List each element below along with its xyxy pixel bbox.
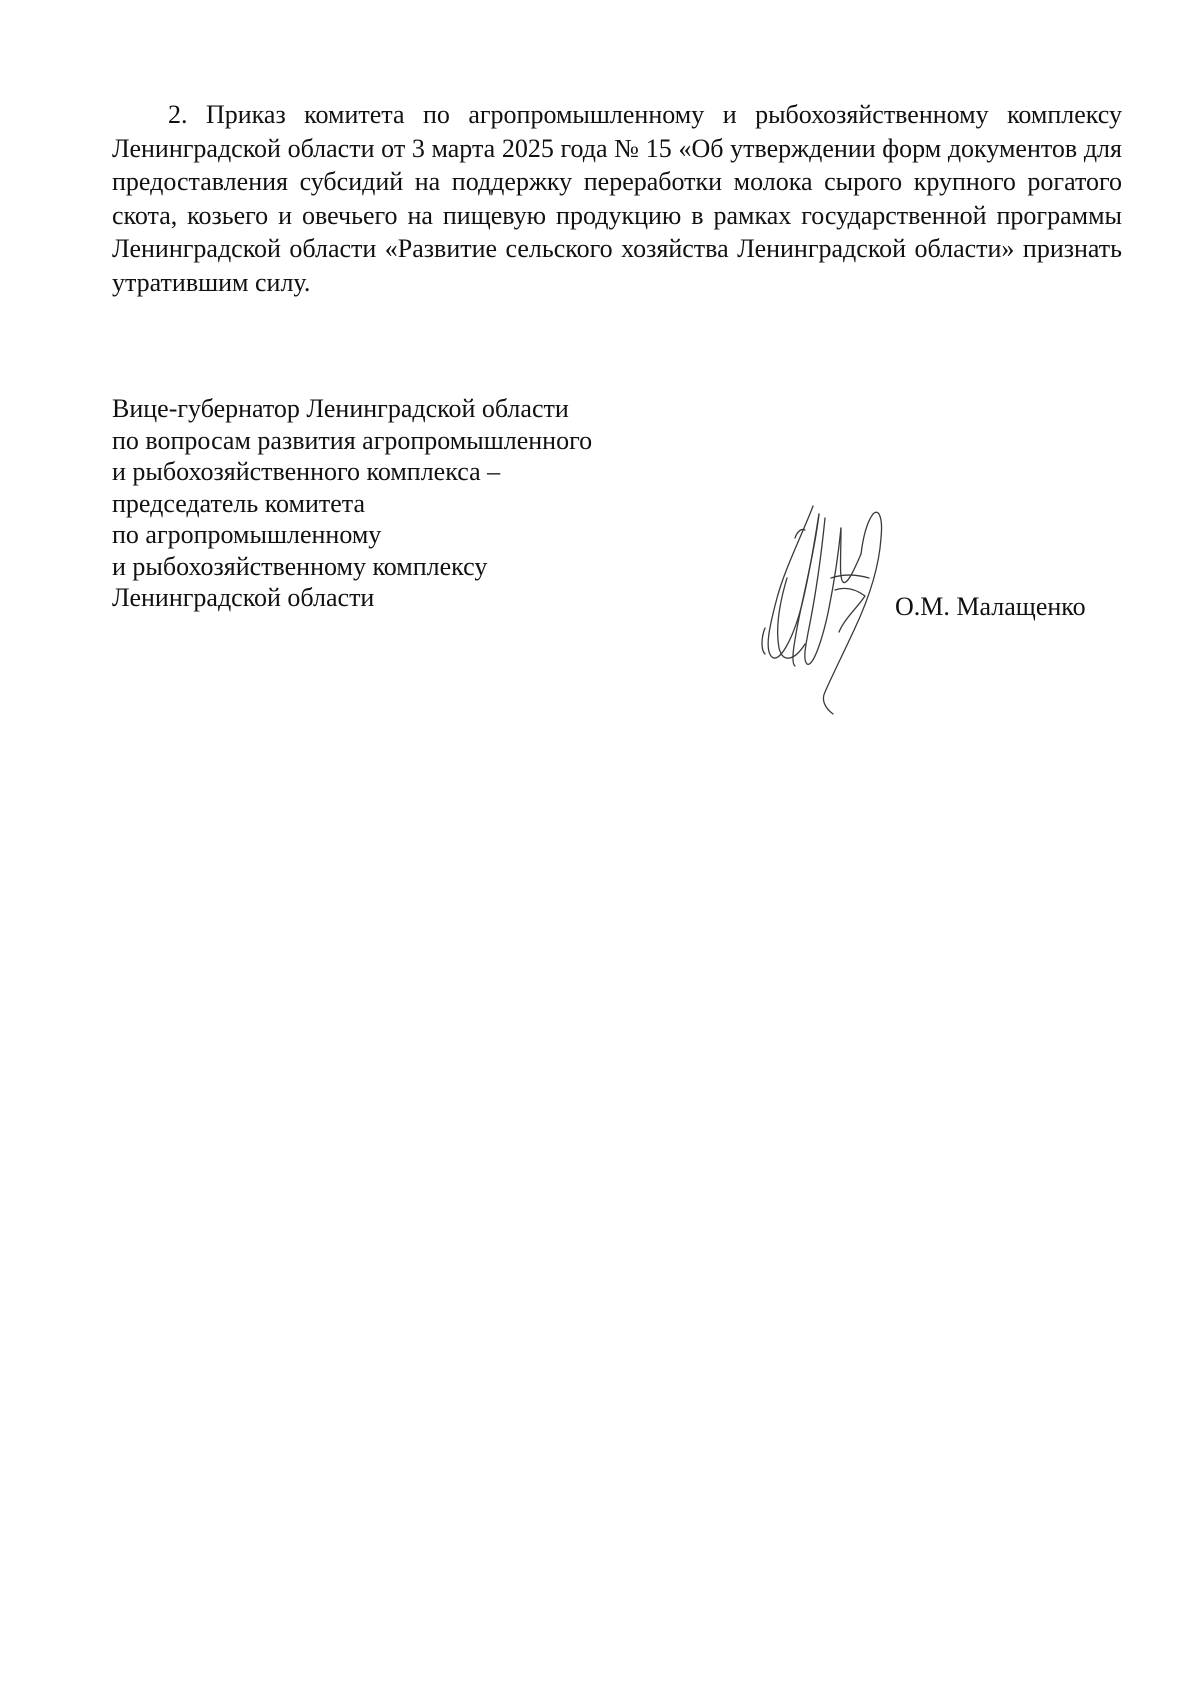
position-line: по агропромышленному [112,520,382,549]
signature-block [112,393,672,614]
position-line: и рыбохозяйственному комплексу [112,551,488,581]
position-line: по вопросам развития агропромышленного [112,425,593,455]
position-line: Вице-губернатор Ленинградской области [112,394,569,423]
order-paragraph: 2. Приказ комитета по агропромышленному и рыбохозяйственному комплексу Ленинградской области от 3 марта 2025 года № 15 «Об утверждении форм документов для предоставления субсидий на поддержку переработки молока сырого крупного рогатого скота, козьего и овечьего на пищевую продукцию в рамках государственной программы Ленинградской области «Развитие сельского хозяйства Ленинградской области» признать утратившим силу. [112,100,1122,297]
signer-name: О.М. Малащенко [895,592,1086,621]
position-line: председатель комитета [112,488,366,518]
position-line: Ленинградской области [112,583,375,612]
position-line: и рыбохозяйственного комплекса – [112,457,501,486]
